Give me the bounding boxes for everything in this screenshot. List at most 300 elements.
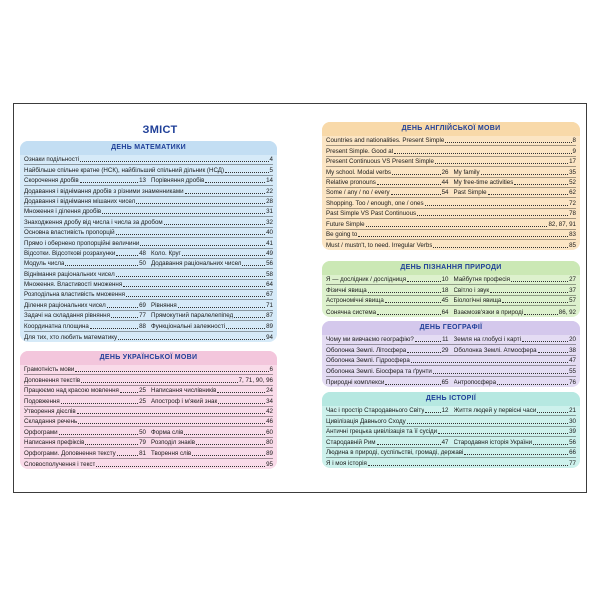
entry-title: Орфограми. Доповнення тексту	[24, 449, 116, 457]
dot-leader	[80, 182, 138, 183]
dot-leader	[502, 302, 568, 303]
dot-leader	[524, 314, 558, 315]
entry-page-number: 69	[139, 301, 146, 309]
toc-entry	[146, 429, 273, 437]
entry-title: Countries and nationalities. Present Simple	[326, 137, 445, 145]
entry-title: Модуль числа	[24, 260, 65, 268]
toc-entry	[326, 309, 449, 317]
toc-entry	[24, 208, 273, 216]
dot-leader	[136, 203, 265, 204]
toc-row	[24, 238, 273, 248]
entry-page-number: 10	[441, 276, 449, 284]
dot-leader	[225, 172, 269, 173]
entry-page-number: 12	[441, 407, 449, 415]
toc-entry	[326, 242, 576, 250]
entry-title: Some / any / no / every	[326, 189, 390, 197]
dot-leader	[117, 455, 138, 456]
entry-title: Складання речень	[24, 418, 78, 426]
entry-page-number: 42	[266, 407, 273, 415]
entry-page-number: 77	[569, 460, 576, 468]
entry-page-number: 38	[569, 346, 576, 354]
entry-title: Розподільна властивість множення	[24, 291, 126, 299]
section-heading: ДЕНЬ МАТЕМАТИКИ	[20, 141, 277, 155]
dot-leader	[120, 392, 138, 393]
section-math	[20, 141, 277, 342]
entry-title: Віднімання раціональних чисел	[24, 270, 115, 278]
entry-title: Час і простір Стародавнього Світу	[326, 407, 425, 415]
dot-leader	[464, 454, 568, 455]
toc-row	[24, 396, 273, 406]
entry-page-number: 86, 92	[558, 308, 576, 316]
entry-page-number: 46	[266, 418, 273, 426]
toc-entry	[146, 439, 273, 447]
toc-entry	[146, 450, 273, 458]
toc-row	[326, 157, 576, 167]
entry-title: Чому ми вивчаємо географію?	[326, 336, 414, 344]
toc-row	[24, 448, 273, 458]
dot-leader	[514, 184, 568, 185]
dot-leader	[425, 205, 569, 206]
entry-title: Оболонка Землі. Атмосфера	[453, 346, 537, 354]
dot-leader	[377, 184, 441, 185]
toc-entry	[326, 137, 576, 145]
entry-title: Людина в природі, суспільстві, громаді, державі	[326, 448, 464, 456]
entry-page-number: 77	[139, 312, 146, 320]
toc-row	[24, 228, 273, 238]
toc-row	[24, 290, 273, 300]
entry-title: Відсотки. Відсоткові розрахунки	[24, 249, 116, 257]
entry-page-number: 25	[139, 387, 146, 395]
entry-page-number: 56	[569, 438, 576, 446]
entry-page-number: 32	[266, 218, 273, 226]
toc-row	[326, 136, 576, 146]
dot-leader	[111, 317, 138, 318]
dot-leader	[407, 423, 568, 424]
entry-page-number: 79	[139, 439, 146, 447]
dot-leader	[394, 153, 571, 154]
toc-row	[326, 406, 576, 416]
entry-page-number: 41	[266, 239, 273, 247]
entry-title: Present Continuous VS Present Simple	[326, 158, 434, 166]
entry-page-number: 24	[266, 387, 273, 395]
toc-entry	[146, 323, 273, 331]
toc-entry	[326, 189, 449, 197]
toc-entry	[449, 336, 577, 344]
entry-title: Працюємо над красою мовлення	[24, 387, 119, 395]
entry-title: Коло. Круг	[151, 249, 181, 257]
section-rows	[20, 365, 277, 469]
dot-leader	[116, 234, 266, 235]
section-rows	[20, 155, 277, 342]
entry-title: Додавання раціональних чисел	[151, 260, 242, 268]
dot-leader	[217, 392, 265, 393]
entry-title: Задачі на складання рівняння	[24, 312, 110, 320]
entry-page-number: 85	[569, 242, 576, 250]
entry-title: Координатна площина	[24, 322, 89, 330]
toc-row	[326, 366, 576, 376]
toc-row	[326, 448, 576, 458]
toc-row	[24, 375, 273, 385]
dot-leader	[445, 142, 571, 143]
entry-title: Shopping. Too / enough, one / ones	[326, 199, 424, 207]
dot-leader	[234, 317, 265, 318]
entry-page-number: 25	[139, 397, 146, 405]
entry-title: Форма слів	[151, 428, 184, 436]
entry-title: Я і моя історія	[326, 460, 367, 468]
dot-leader	[85, 444, 138, 445]
entry-page-number: 34	[266, 397, 273, 405]
toc-entry	[24, 198, 273, 206]
entry-title: Стародавній Рим	[326, 438, 376, 446]
toc-entry	[326, 179, 449, 187]
dot-leader	[377, 314, 441, 315]
dot-leader	[358, 236, 568, 237]
entry-page-number: 21	[569, 407, 576, 415]
entry-title: Біологічні явища	[453, 297, 502, 305]
entry-page-number: 54	[441, 189, 449, 197]
dot-leader	[77, 413, 265, 414]
toc-entry	[146, 398, 273, 406]
toc-entry	[449, 407, 577, 415]
dot-leader	[65, 265, 138, 266]
entry-page-number: 48	[139, 249, 146, 257]
section-history	[322, 392, 580, 468]
toc-entry	[24, 461, 273, 469]
dot-leader	[538, 352, 569, 353]
dot-leader	[438, 433, 568, 434]
entry-page-number: 78	[569, 210, 576, 218]
dot-leader	[522, 341, 568, 342]
entry-title: Be going to	[326, 230, 358, 238]
entry-title: Множення. Властивості множення	[24, 281, 123, 289]
toc-entry	[326, 428, 576, 436]
toc-row	[24, 197, 273, 207]
entry-title: Написання числівників	[151, 387, 217, 395]
entry-title: Додавання і віднімання мішаних чисел	[24, 197, 136, 205]
entry-page-number: 65	[441, 378, 449, 386]
toc-row	[326, 188, 576, 198]
entry-title: Словосполучення і текст	[24, 460, 96, 468]
dot-leader	[407, 352, 440, 353]
toc-row	[24, 407, 273, 417]
toc-row	[24, 332, 273, 342]
toc-entry	[326, 368, 576, 376]
toc-row	[326, 306, 576, 316]
entry-title: Подовження	[24, 397, 60, 405]
entry-page-number: 52	[569, 178, 576, 186]
toc-entry	[24, 260, 146, 268]
toc-row	[326, 178, 576, 188]
dot-leader	[61, 403, 138, 404]
entry-title: Антропосфера	[453, 378, 497, 386]
toc-entry	[326, 407, 449, 415]
toc-entry	[24, 229, 273, 237]
dot-leader	[433, 373, 568, 374]
entry-page-number: 8	[572, 137, 576, 145]
toc-entry	[24, 312, 146, 320]
dot-leader	[102, 213, 265, 214]
toc-entry	[326, 276, 449, 284]
entry-page-number: 47	[569, 357, 576, 365]
entry-title: Утворення дієслів	[24, 407, 76, 415]
toc-row	[326, 458, 576, 468]
dot-leader	[126, 296, 265, 297]
entry-page-number: 72	[569, 199, 576, 207]
dot-leader	[118, 339, 265, 340]
entry-page-number: 35	[569, 168, 576, 176]
entry-page-number: 76	[569, 378, 576, 386]
section-nature	[322, 261, 580, 317]
dot-leader	[411, 362, 568, 363]
dot-leader	[385, 384, 440, 385]
entry-page-number: 37	[569, 286, 576, 294]
entry-page-number: 20	[569, 336, 576, 344]
entry-page-number: 62	[569, 189, 576, 197]
toc-entry	[326, 439, 449, 447]
entry-title: Знаходження дробу від числа і числа за дробом	[24, 218, 163, 226]
toc-entry	[24, 281, 273, 289]
dot-leader	[433, 247, 568, 248]
toc-entry	[146, 302, 273, 310]
toc-entry	[24, 366, 273, 374]
dot-leader	[80, 161, 269, 162]
dot-leader	[391, 194, 441, 195]
toc-row	[24, 165, 273, 175]
dot-leader	[75, 371, 268, 372]
toc-row	[326, 240, 576, 250]
toc-entry	[24, 334, 273, 342]
toc-row	[326, 356, 576, 366]
toc-entry	[24, 177, 146, 185]
entry-page-number: 5	[269, 166, 273, 174]
entry-page-number: 29	[441, 346, 449, 354]
dot-leader	[377, 444, 441, 445]
entry-title: Прямо і обернено пропорційні величини	[24, 239, 140, 247]
toc-row	[24, 249, 273, 259]
toc-row	[24, 280, 273, 290]
entry-title: Стародавня історія України	[453, 438, 533, 446]
entry-page-number: 13	[139, 177, 146, 185]
dot-leader	[481, 174, 568, 175]
toc-entry	[326, 287, 449, 295]
dot-leader	[218, 403, 265, 404]
section-rows	[322, 136, 580, 250]
entry-page-number: 64	[441, 308, 449, 316]
dot-leader	[425, 412, 440, 413]
entry-page-number: 39	[569, 428, 576, 436]
dot-leader	[205, 182, 265, 183]
entry-title: Життя людей у первісні часи	[453, 407, 537, 415]
entry-title: Скорочення дробів	[24, 177, 79, 185]
entry-title: Цивілізація Давнього Сходу	[326, 417, 406, 425]
toc-entry	[24, 387, 146, 395]
entry-title: Сонячна система	[326, 308, 377, 316]
dot-leader	[417, 215, 568, 216]
entry-page-number: 4	[269, 156, 273, 164]
entry-title: My family	[453, 168, 480, 176]
dot-leader	[511, 281, 568, 282]
entry-title: Природні комплекси	[326, 378, 385, 386]
entry-page-number: 28	[266, 197, 273, 205]
toc-entry	[449, 179, 577, 187]
toc-entry	[146, 387, 273, 395]
toc-entry	[24, 250, 146, 258]
toc-row	[326, 275, 576, 285]
toc-row	[24, 269, 273, 279]
entry-title: Основна властивість пропорцій	[24, 229, 115, 237]
entry-title: Майбутня професія	[453, 276, 511, 284]
dot-leader	[140, 245, 265, 246]
toc-row	[24, 176, 273, 186]
section-heading: ДЕНЬ ГЕОГРАФІЇ	[322, 321, 580, 335]
toc-entry	[449, 276, 577, 284]
toc-entry	[146, 250, 273, 258]
toc-row	[24, 217, 273, 227]
entry-title: Творення слів	[151, 449, 192, 457]
toc-entry	[449, 287, 577, 295]
toc-entry	[24, 291, 273, 299]
entry-page-number: 49	[266, 249, 273, 257]
toc-row	[24, 386, 273, 396]
dot-leader	[81, 382, 237, 383]
toc-entry	[24, 156, 273, 164]
toc-entry	[326, 158, 576, 166]
entry-page-number: 44	[441, 178, 449, 186]
entry-title: Порівняння дробів	[151, 177, 205, 185]
entry-page-number: 40	[266, 229, 273, 237]
dot-leader	[490, 292, 568, 293]
toc-entry	[24, 271, 273, 279]
section-rows	[322, 335, 580, 387]
toc-entry	[24, 439, 146, 447]
toc-row	[326, 377, 576, 387]
entry-page-number: 89	[266, 322, 273, 330]
entry-page-number: 7, 71, 90, 96	[238, 376, 273, 384]
dot-leader	[184, 434, 265, 435]
entry-page-number: 31	[266, 208, 273, 216]
entry-page-number: 64	[266, 281, 273, 289]
toc-row	[24, 311, 273, 321]
entry-page-number: 56	[266, 260, 273, 268]
dot-leader	[537, 412, 568, 413]
dot-leader	[368, 465, 568, 466]
toc-entry	[24, 240, 273, 248]
entry-title: Апостроф і м'який знак	[151, 397, 218, 405]
entry-page-number: 82, 87, 91	[548, 220, 576, 228]
entry-title: My free-time activities	[453, 178, 514, 186]
entry-title: Для тих, хто любить математику	[24, 334, 118, 342]
dot-leader	[164, 224, 265, 225]
entry-page-number: 87	[266, 312, 273, 320]
section-heading: ДЕНЬ УКРАЇНСЬКОЇ МОВИ	[20, 351, 277, 365]
toc-row	[326, 230, 576, 240]
entry-title: Я — дослідник / дослідниця	[326, 276, 407, 284]
dot-leader	[415, 341, 441, 342]
entry-page-number: 88	[139, 322, 146, 330]
toc-entry	[326, 449, 576, 457]
entry-page-number: 50	[139, 428, 146, 436]
dot-leader	[385, 302, 441, 303]
entry-title: Світло і звук	[453, 286, 490, 294]
toc-row	[24, 417, 273, 427]
entry-page-number: 94	[266, 334, 273, 342]
entry-page-number: 66	[569, 448, 576, 456]
entry-title: Написання префіксів	[24, 439, 85, 447]
entry-title: Орфограми	[24, 428, 58, 436]
entry-page-number: 71	[266, 301, 273, 309]
entry-page-number: 57	[569, 297, 576, 305]
toc-entry	[326, 169, 449, 177]
toc-entry	[146, 312, 273, 320]
entry-title: Relative pronouns	[326, 178, 376, 186]
toc-row	[24, 438, 273, 448]
toc-entry	[24, 167, 273, 175]
entry-title: Множення і ділення дробів	[24, 208, 102, 216]
toc-entry	[449, 169, 577, 177]
toc-row	[326, 285, 576, 295]
toc-entry	[326, 418, 576, 426]
toc-row	[24, 365, 273, 375]
toc-row	[24, 427, 273, 437]
toc-row	[24, 459, 273, 469]
page-title: ЗМІСТ	[142, 124, 178, 136]
toc-row	[326, 167, 576, 177]
entry-page-number: 18	[441, 286, 449, 294]
toc-entry	[24, 398, 146, 406]
entry-title: Present Simple. Good at	[326, 147, 394, 155]
toc-row	[326, 296, 576, 306]
section-english	[322, 122, 580, 250]
section-ukrainian	[20, 351, 277, 469]
toc-entry	[326, 221, 576, 229]
toc-entry	[24, 408, 273, 416]
toc-entry	[326, 148, 576, 156]
entry-page-number: 58	[266, 270, 273, 278]
dot-leader	[366, 226, 548, 227]
section-heading: ДЕНЬ АНГЛІЙСЬКОЇ МОВИ	[322, 122, 580, 136]
entry-page-number: 89	[266, 449, 273, 457]
dot-leader	[59, 434, 138, 435]
toc-entry	[24, 302, 146, 310]
toc-entry	[326, 336, 449, 344]
toc-row	[24, 207, 273, 217]
dot-leader	[192, 455, 265, 456]
entry-title: Розподіл знаків	[151, 439, 196, 447]
entry-page-number: 22	[266, 187, 273, 195]
entry-title: Найбільше спільне кратне (НСК), найбільший спільний дільник (НСД)	[24, 166, 225, 174]
entry-page-number: 47	[441, 438, 449, 446]
dot-leader	[178, 307, 265, 308]
toc-row	[326, 335, 576, 345]
entry-title: Астрономічні явища	[326, 297, 384, 305]
entry-title: Future Simple	[326, 220, 365, 228]
toc-entry	[24, 188, 273, 196]
toc-row	[24, 300, 273, 310]
dot-leader	[116, 255, 138, 256]
entry-title: Must / mustn't, to need. Irregular Verbs	[326, 242, 433, 250]
entry-page-number: 6	[269, 366, 273, 374]
entry-title: Додавання і віднімання дробів з різними знаменниками	[24, 187, 184, 195]
entry-title: Рівняння	[151, 301, 177, 309]
dot-leader	[107, 307, 138, 308]
entry-page-number: 60	[266, 428, 273, 436]
entry-title: Античні грецька цивілізація та її сусіди	[326, 428, 438, 436]
toc-entry	[326, 210, 576, 218]
section-rows	[322, 406, 580, 468]
dot-leader	[116, 276, 265, 277]
toc-entry	[449, 439, 577, 447]
dot-leader	[96, 466, 265, 467]
